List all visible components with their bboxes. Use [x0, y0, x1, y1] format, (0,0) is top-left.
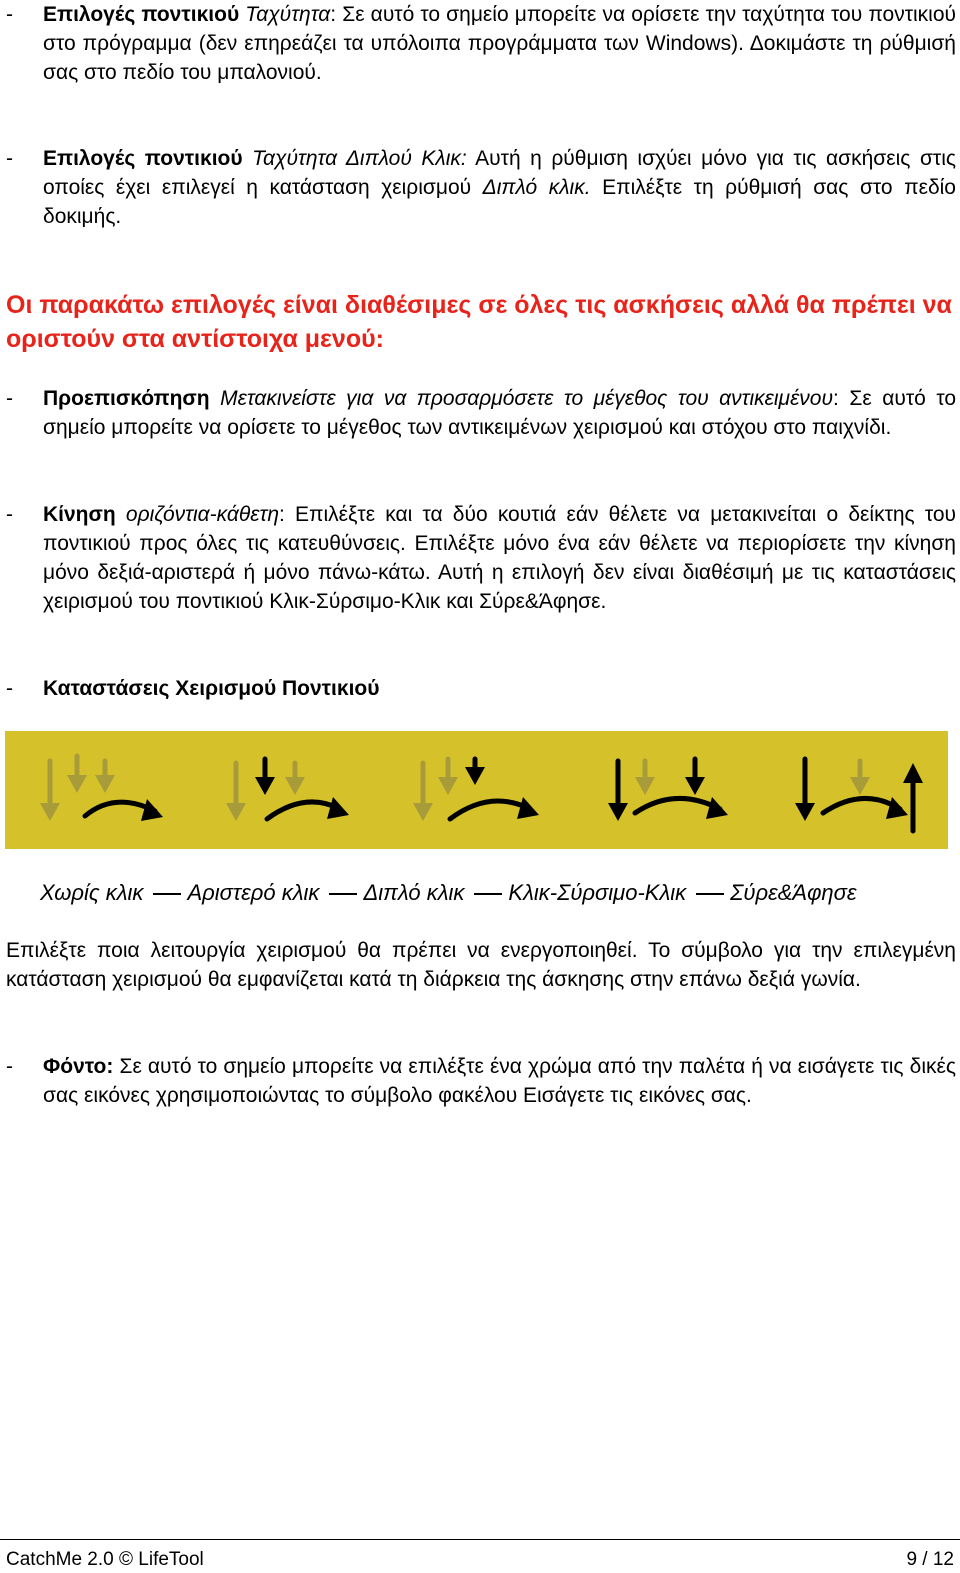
list-dash: -: [6, 503, 13, 526]
list-dash: -: [6, 387, 13, 410]
caption-double-click: Διπλό κλικ: [363, 880, 465, 905]
mouse-options-label: Επιλογές ποντικιού: [43, 147, 243, 170]
background-label: Φόντο:: [43, 1055, 114, 1078]
preview-text: [43, 384, 956, 442]
caption-separator: [153, 893, 181, 895]
horizontal-vertical-label: οριζόντια-κάθετη: [125, 503, 279, 526]
mode-paragraph: Επιλέξτε ποια λειτουργία χειρισμού θα πρέπει να ενεργοποιηθεί. Το σύμβολο για την επιλεγμένη κατάσταση χειρισμού θα εμφανίζεται κατά τη διάρκεια της άσκησης στην επάνω δεξιά γωνία.: [6, 939, 956, 991]
resize-label: Μετακινείστε για να προσαρμόσετε το μέγεθος του αντικειμένου: [220, 387, 834, 410]
double-click-speed-item: [6, 144, 956, 231]
caption-separator: [474, 893, 502, 895]
no-click-icon: [40, 756, 163, 821]
drag-and-drop-icon: [795, 759, 923, 831]
mode-captions: [40, 878, 857, 908]
caption-drag-drop: Σύρε&Άφησε: [730, 880, 857, 905]
preview-description: : Σε αυτό το σημείο μπορείτε να ορίσετε το μέγεθος των αντικειμένων χειρισμού και στόχου στο παιχνίδι.: [43, 387, 956, 439]
list-dash: -: [6, 677, 13, 700]
double-click-mode-label: Διπλό κλικ.: [482, 176, 591, 199]
list-dash: -: [6, 1055, 13, 1078]
list-dash: -: [6, 147, 13, 170]
double-click-text: [43, 144, 956, 231]
movement-item: [6, 500, 956, 616]
background-text: [43, 1052, 956, 1110]
page-number: 9 / 12: [906, 1549, 954, 1570]
mouse-speed-text: [43, 0, 956, 87]
page-footer: [0, 1539, 960, 1568]
modes-label: Καταστάσεις Χειρισμού Ποντικιού: [43, 677, 380, 700]
list-dash: -: [6, 3, 13, 26]
caption-click-drag-click: Κλικ-Σύρσιμο-Κλικ: [508, 880, 687, 905]
mouse-modes-panel: [5, 731, 948, 849]
background-item: [6, 1052, 956, 1110]
movement-text: [43, 500, 956, 616]
caption-no-click: Χωρίς κλικ: [40, 880, 144, 905]
click-drag-click-icon: [608, 759, 728, 821]
modes-text: [43, 674, 956, 703]
left-click-icon: [226, 759, 349, 821]
footer-product: CatchMe 2.0 © LifeTool: [6, 1549, 204, 1570]
double-click-description-1: Αυτή η ρύθμιση ισχύει μόνο για τις ασκήσεις στις οποίες έχει επιλεγεί η κατάσταση χειρισμού: [43, 147, 956, 199]
double-click-description-2: Επιλέξτε τη ρύθμισή σας στο πεδίο δοκιμής.: [43, 176, 956, 228]
preview-label: Προεπισκόπηση: [43, 387, 210, 410]
mouse-speed-description: : Σε αυτό το σημείο μπορείτε να ορίσετε την ταχύτητα του ποντικιού στο πρόγραμμα (δεν επηρεάζει τα υπόλοιπα προγράμματα των Windows). Δοκιμάστε τη ρύθμισή σας στο πεδίο του μπαλονιού.: [43, 3, 956, 84]
mouse-speed-item: [6, 0, 956, 87]
caption-separator: [696, 893, 724, 895]
double-click-icon: [413, 759, 539, 821]
speed-label: Ταχύτητα: [245, 3, 331, 26]
caption-left-click: Αριστερό κλικ: [187, 880, 320, 905]
preview-item: [6, 384, 956, 442]
options-heading: Οι παρακάτω επιλογές είναι διαθέσιμες σε όλες τις ασκήσεις αλλά θα πρέπει να οριστούν στα αντίστοιχα μενού:: [6, 291, 952, 353]
movement-label: Κίνηση: [43, 503, 116, 526]
background-description: Σε αυτό το σημείο μπορείτε να επιλέξτε ένα χρώμα από την παλέτα ή να εισάγετε τις δικές σας εικόνες χρησιμοποιώντας το σύμβολο φακέλου Εισάγετε τις εικόνες σας.: [43, 1055, 956, 1107]
caption-separator: [329, 893, 357, 895]
movement-description: : Επιλέξτε και τα δύο κουτιά εάν θέλετε να μετακινείται ο δείκτης του ποντικιού προς όλες τις κατευθύνσεις. Επιλέξτε μόνο ένα εάν θέλετε να περιορίσετε την κίνηση μόνο δεξιά-αριστερά ή μόνο πάνω-κάτω. Αυτή η επιλογή δεν είναι διαθέσιμή με τις καταστάσεις χειρισμού του ποντικιού Κλικ-Σύρσιμο-Κλικ και Σύρε&Άφησε.: [43, 503, 957, 613]
mouse-options-label: Επιλογές ποντικιού: [43, 3, 240, 26]
mouse-modes-icons: [5, 731, 948, 849]
modes-item: [6, 674, 956, 703]
double-click-speed-label: Ταχύτητα Διπλού Κλικ:: [252, 147, 467, 170]
